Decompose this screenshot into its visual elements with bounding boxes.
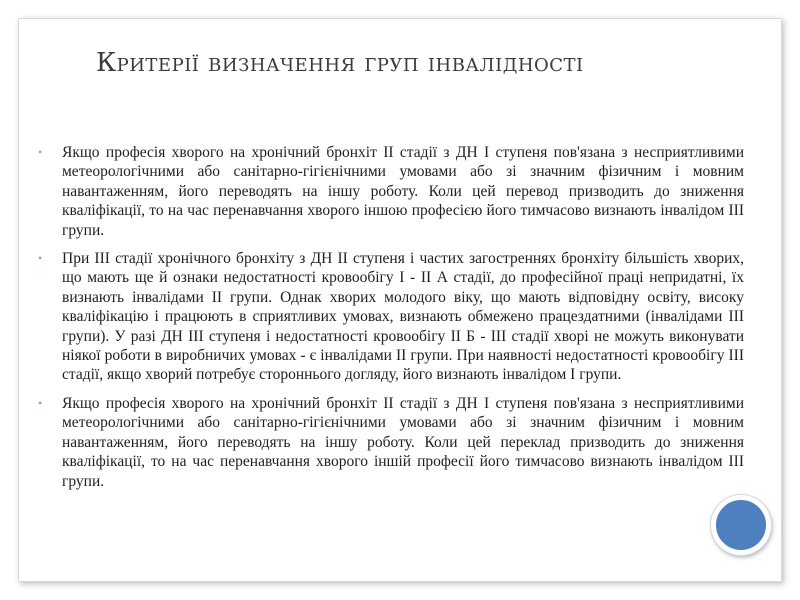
bullet-icon: •: [38, 145, 43, 159]
bullet-text: Якщо професія хворого на хронічний бронхіт II стадії з ДН I ступеня пов'язана з несприятливими метеорологічними або санітарно-гігієнічними умовами або зі значним фізичним і мовним навантаженням, його переводять на іншу роботу. Коли цей перевод призводить до зниження кваліфікації, то на час перенавчання хворого іншою професією його тимчасово визнають інвалідом III групи.: [62, 144, 744, 239]
slide-title: Критерії визначення груп інвалідності: [96, 48, 584, 78]
bullet-item: [36, 143, 744, 240]
bullet-item: [36, 394, 744, 491]
decorative-circle-icon: [711, 495, 771, 555]
bullet-icon: •: [38, 395, 43, 410]
bullet-text: При III стадії хронічного бронхіту з ДН II ступеня і частих загостреннях бронхіту більшість хворих, що мають ще й ознаки недостатності кровообігу I - II А стадії, до професійної праці непридатні, їх визнають інвалідами II групи. Однак хворих молодого віку, що мають відповідну освіту, високу кваліфікацію і працюють в сприятливих умовах, визнають обмежено працездатними (інвалідами III групи). У разі ДН III ступеня і недостатності кровообігу II Б - III стадії хворі не можуть виконувати ніякої роботи в виробничих умовах - є інвалідами II групи. При наявності недостатності кровообігу III стадії, якщо хворий потребує стороннього догляду, його визнають інвалідом I групи.: [62, 250, 744, 384]
bullet-item: [36, 249, 744, 385]
bullet-icon: •: [38, 251, 43, 266]
bullet-list: [36, 143, 744, 500]
bullet-text: Якщо професія хворого на хронічний бронхіт II стадії з ДН I ступеня пов'язана з несприятливими метеорологічними або санітарно-гігієнічними умовами або зі значним фізичним і мовним навантаженням, його переводять на іншу роботу. Коли цей переклад призводить до зниження кваліфікації, то на час перенавчання хворого іншій професії його тимчасово визнають інвалідом III групи.: [62, 394, 744, 490]
